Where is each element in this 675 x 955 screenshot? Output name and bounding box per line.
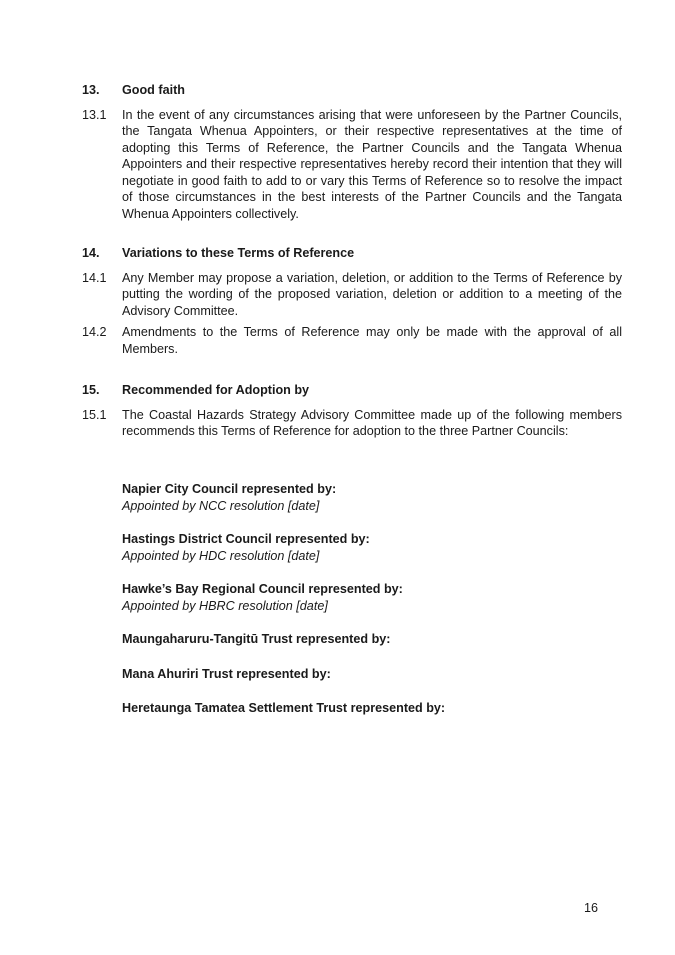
section-title: Good faith [122,83,185,97]
signatory-hastings [122,531,582,564]
section-heading [82,382,622,399]
signatory-label: Mana Ahuriri Trust represented by: [122,667,331,681]
clause-text: Amendments to the Terms of Reference may only be made with the approval of all Members. [122,325,622,356]
signatory-hbrc [122,581,582,614]
clause-15-1 [82,407,622,440]
signatory-appointment: Appointed by NCC resolution [date] [122,498,320,513]
section-title: Variations to these Terms of Reference [122,246,355,260]
clause-number: 14.2 [82,325,107,339]
signatory-maungaharuru [122,631,582,648]
signatory-napier [122,481,582,514]
section-15 [82,382,622,440]
section-13 [82,82,622,222]
clause-number: 14.1 [82,270,107,285]
clause-text: In the event of any circumstances arising that were unforeseen by the Partner Councils, the Tangata Whenua Appointers, or their respective representatives at the time of adopting this Terms of Reference, the Partner Councils and the Tangata Whenua Appointers and their respective representatives hereby record their intention that they will negotiate in good faith to add to or vary this Terms of Reference so to resolve the impact of those circumstances in the best interests of the Partner Councils and the Tangata Whenua Appointers collectively. [122,107,622,221]
signatory-appointment: Appointed by HBRC resolution [date] [122,598,328,613]
signatory-label: Hastings District Council represented by: [122,532,370,546]
section-14 [82,245,622,357]
signatory-mana-ahuriri [122,666,582,683]
clause-text: The Coastal Hazards Strategy Advisory Committee made up of the following members recommends this Terms of Reference for adoption to the three Partner Councils: [122,407,622,438]
section-title: Recommended for Adoption by [122,383,310,397]
section-heading [82,82,622,99]
page-number: 16 [583,901,598,915]
signatory-label: Heretaunga Tamatea Settlement Trust represented by: [122,701,446,715]
signatory-label: Maungaharuru-Tangitū Trust represented by: [122,632,391,646]
section-number: 15. [82,383,100,397]
signatory-label: Hawke’s Bay Regional Council represented by: [122,582,403,596]
signatory-heretaunga [122,700,582,717]
section-heading [82,245,622,262]
clause-number: 13.1 [82,107,107,122]
clause-14-1 [82,270,622,320]
clause-text: Any Member may propose a variation, deletion, or addition to the Terms of Reference by putting the wording of the proposed variation, deletion or addition to a meeting of the Advisory Committee. [122,270,622,318]
section-number: 14. [82,246,100,260]
section-number: 13. [82,83,100,97]
clause-13-1 [82,107,622,223]
signatory-label: Napier City Council represented by: [122,482,337,496]
clause-14-2 [82,324,622,357]
clause-number: 15.1 [82,407,107,422]
signatory-appointment: Appointed by HDC resolution [date] [122,548,320,563]
